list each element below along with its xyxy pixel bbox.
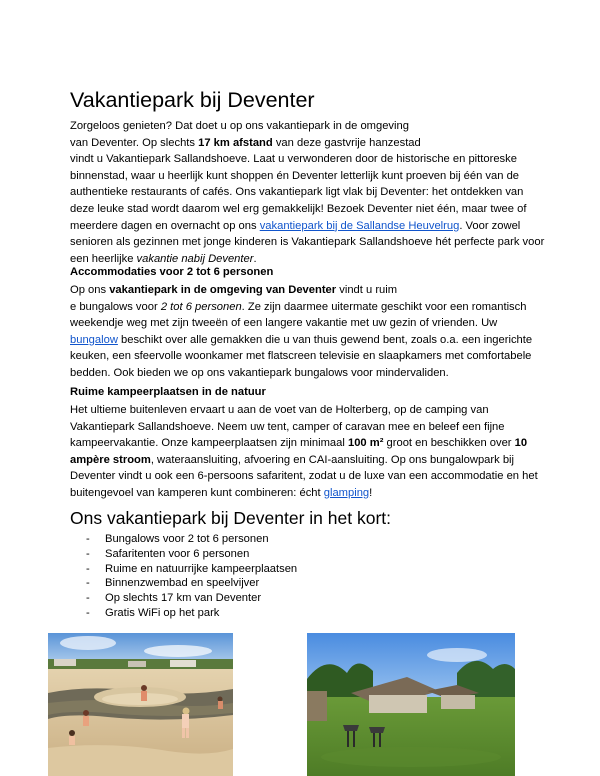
list-item: - Binnenzwembad en speelvijver (86, 577, 260, 590)
list-item: - Safaritenten voor 6 personen (86, 547, 250, 560)
link-vakantiepark-heuvelrug[interactable]: vakantiepark bij de Sallandse Heuvelrug (259, 219, 460, 232)
link-bungalow[interactable]: bungalow (70, 333, 118, 346)
photo-beach-pond (48, 633, 233, 776)
link-glamping[interactable]: glamping (323, 486, 370, 499)
safaritent-illustration (307, 633, 515, 776)
beach-pond-illustration (48, 633, 233, 776)
page-title: Vakantiepark bij Deventer (70, 88, 315, 112)
heading-in-het-kort: Ons vakantiepark bij Deventer in het kort: (70, 508, 391, 528)
list-item: - Bungalows voor 2 tot 6 personen (86, 533, 269, 545)
heading-kampeerplaatsen: Ruime kampeerplaatsen in de natuur (70, 386, 266, 398)
list-item: - Op slechts 17 km van Deventer (86, 592, 262, 605)
kampeer-paragraph: Het ultieme buitenleven ervaart u aan de voet van de Holterberg, op de camping van Vakantiepark Sallandshoeve. Neem uw tent, camper of caravan mee en beleef een fijne kampeervakantie. Onze kampeerplaatsen zijn minimaal 100 m² groot en beschikken over 10 ampère stroom, wateraansluiting, afvoering en CAI-aansluiting. Op ons bungalowpark bij Deventer vindt u ook een 6-persoons safaritent, zodat u de luxe van een accommodatie en het buitengevoel van kamperen kunt combineren: écht glamping! (70, 404, 538, 499)
list-item: - Gratis WiFi op het park (86, 606, 220, 619)
photo-safaritenten (307, 633, 515, 776)
intro-paragraph: Zorgeloos genieten? Dat doet u op ons vakantiepark in de omgeving van Deventer. Op slechts 17 km afstand van deze gastvrije hanzestad vindt u Vakantiepark Sallandshoeve. Laat u verwonderen door de historische en pittoreske binnenstad, waar u heerlijk kunt shoppen én Deventer letterlijk kunt proeven bij één van de authentieke restaurants of cafés. Ons vakantiepark ligt vlak bij Deventer: het ontdekken van deze leuke stad wordt daarom wel erg gemakkelijk! Bezoek Deventer niet één, maar twee of meerdere dagen en overnacht op ons vakantiepark bij de Sallandse Heuvelrug. Voor zowel senioren als gezinnen met jonge kinderen is Vakantiepark Sallandshoeve hét perfecte park voor een heerlijke vakantie nabij Deventer. (70, 120, 545, 265)
heading-accommodaties: Accommodaties voor 2 tot 6 personen (70, 266, 274, 278)
accommodaties-paragraph: Op ons vakantiepark in de omgeving van Deventer vindt u ruim e bungalows voor 2 tot 6 personen. Ze zijn daarmee uitermate geschikt voor een romantisch weekendje weg met zijn tweeën of een langere vakantie met uw gezin of vrienden. Uw bungalow beschikt over alle gemakken die u van thuis gewend bent, zoals o.a. een ingerichte keuken, een sfeervolle woonkamer met flatscreen televisie en slaapkamers met comfortabele bedden. Ook bieden we op ons vakantiepark bungalows voor mindervaliden. (70, 284, 533, 379)
list-item: - Ruime en natuurrijke kampeerplaatsen (86, 562, 298, 575)
summary-list (86, 532, 297, 621)
